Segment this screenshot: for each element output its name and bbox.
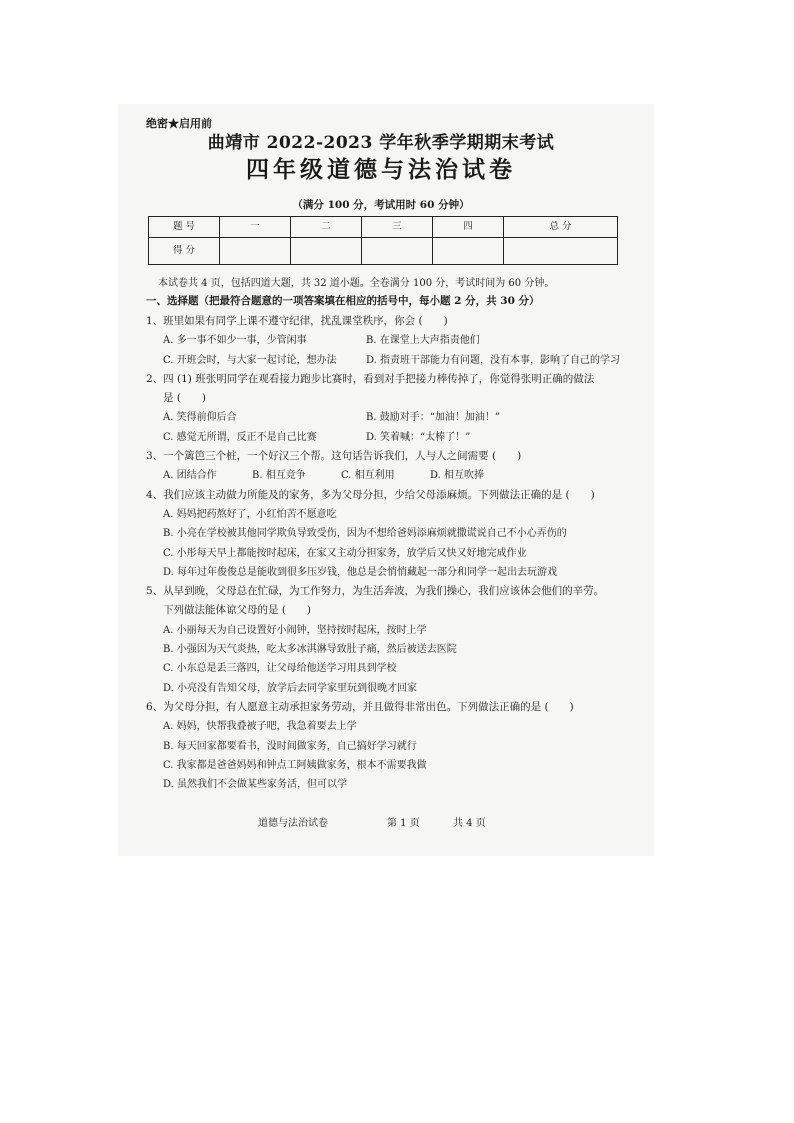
score-table-header-row: [149, 217, 618, 238]
question-stem-continued: 是 ( ): [163, 392, 207, 405]
option-b: B. 在课堂上大声指责他们: [366, 335, 480, 347]
option-a: A. 妈妈把药熬好了，小红怕苦不愿意吃: [163, 508, 337, 520]
option-b: B. 每天回家都要看书，没时间做家务，自己搞好学习就行: [163, 740, 417, 752]
exam-subtitle: （满分 100 分，考试用时 60 分钟）: [292, 199, 470, 211]
exam-title: 曲靖市 2022-2023 学年秋季学期期末考试: [207, 133, 555, 153]
option-c: C. 我家都是爸爸妈妈和钟点工阿姨做家务，根本不需要我做: [163, 759, 427, 771]
score-input-cell: [291, 238, 362, 265]
score-header-cell: 总 分: [504, 217, 618, 238]
score-row-label: 得 分: [149, 238, 220, 265]
score-input-cell: [362, 238, 433, 265]
option-row: [146, 408, 626, 427]
question-2: [146, 370, 626, 447]
score-header-cell: 二: [291, 217, 362, 238]
question-6: [146, 698, 626, 794]
subject-title: 四年级道德与法治试卷: [246, 156, 516, 183]
option-d: D. 笑着喊：“太棒了！”: [366, 431, 471, 443]
option-d: D. 相互吹捧: [430, 470, 485, 482]
question-stem: 3、一个篱笆三个桩，一个好汉三个帮。这句话告诉我们，人与人之间需要 ( ): [146, 450, 522, 463]
option-c: C. 相互利用: [341, 470, 395, 482]
option-a: A. 笑得前仰后合: [163, 412, 237, 424]
score-header-cell: 四: [433, 217, 504, 238]
option-row: [146, 466, 626, 485]
score-table: [148, 216, 618, 265]
question-5: [146, 582, 626, 698]
score-header-cell: 三: [362, 217, 433, 238]
score-input-cell: [433, 238, 504, 265]
option-b: B. 相互竞争: [252, 470, 306, 482]
score-input-cell: [220, 238, 291, 265]
option-row: [146, 428, 626, 447]
score-header-cell: 题 号: [149, 217, 220, 238]
option-a: A. 妈妈，快帮我叠被子吧，我急着要去上学: [163, 721, 357, 733]
option-b: B. 小强因为天气炎热，吃太多冰淇淋导致肚子痛，然后被送去医院: [163, 644, 457, 656]
score-header-cell: 一: [220, 217, 291, 238]
question-stem: 4、我们应该主动做力所能及的家务，多为父母分担，少给父母添麻烦。下列做法正确的是 ( ): [146, 488, 595, 501]
option-c: C. 小彤每天早上都能按时起床，在家又主动分担家务，放学后又快又好地完成作业: [163, 547, 527, 559]
confidential-label: 绝密★启用前: [146, 117, 212, 130]
question-3: [146, 447, 626, 486]
option-row: [146, 331, 626, 350]
question-1: [146, 312, 626, 370]
footer-page-number: 第 1 页: [387, 818, 420, 829]
section-heading: 一、选择题（把最符合题意的一项答案填在相应的括号中，每小题 2 分，共 30 分）: [146, 295, 540, 307]
question-stem-continued: 下列做法能体谅父母的是 ( ): [163, 604, 312, 617]
option-d: D. 指责班干部能力有问题，没有本事，影响了自己的学习: [366, 354, 621, 366]
option-b: B. 小亮在学校被其他同学欺负导致受伤，因为不想给爸妈添麻烦就撒谎说自己不小心弄伤的: [163, 528, 567, 540]
question-4: [146, 486, 626, 582]
option-b: B. 鼓励对手：“加油！加油！”: [366, 412, 500, 424]
option-d: D. 每年过年俊俊总是能收到很多压岁钱，他总是会悄悄藏起一部分和同学一起出去玩游戏: [163, 566, 558, 578]
footer-total-pages: 共 4 页: [453, 818, 486, 829]
exam-instructions: 本试卷共 4 页，包括四道大题，共 32 道小题。全卷满分 100 分，考试时间为 60 分钟。: [158, 278, 555, 289]
option-c: C. 感觉无所谓，反正不是自己比赛: [163, 431, 317, 443]
question-stem: 6、为父母分担，有人愿意主动承担家务劳动，并且做得非常出色。下列做法正确的是 ( ): [146, 700, 574, 713]
option-c: C. 开班会时，与大家一起讨论，想办法: [163, 354, 337, 366]
option-a: A. 多一事不如少一事，少管闲事: [163, 335, 307, 347]
option-a: A. 团结合作: [163, 470, 217, 482]
option-row: [146, 351, 626, 370]
option-d: D. 虽然我们不会做某些家务活，但可以学: [163, 779, 348, 791]
question-stem: 2、四 (1) 班张明同学在观看接力跑步比赛时，看到对手把接力棒传掉了，你觉得张明正确的做法: [146, 372, 595, 385]
option-a: A. 小丽每天为自己设置好小闹钟，坚持按时起床，按时上学: [163, 624, 427, 636]
score-table-score-row: [149, 238, 618, 265]
question-stem: 1、班里如果有同学上课不遵守纪律，扰乱课堂秩序，你会 ( ): [146, 315, 448, 327]
score-input-cell: [504, 238, 618, 265]
footer-subject: 道德与法治试卷: [258, 818, 328, 829]
question-stem: 5、从早到晚，父母总在忙碌，为工作努力，为生活奔波，为我们操心，我们应该体会他们的辛劳。: [146, 585, 605, 598]
option-d: D. 小亮没有告知父母，放学后去同学家里玩到很晚才回家: [163, 682, 418, 694]
question-list: [146, 312, 626, 794]
option-c: C. 小东总是丢三落四，让父母给他送学习用具到学校: [163, 663, 397, 675]
